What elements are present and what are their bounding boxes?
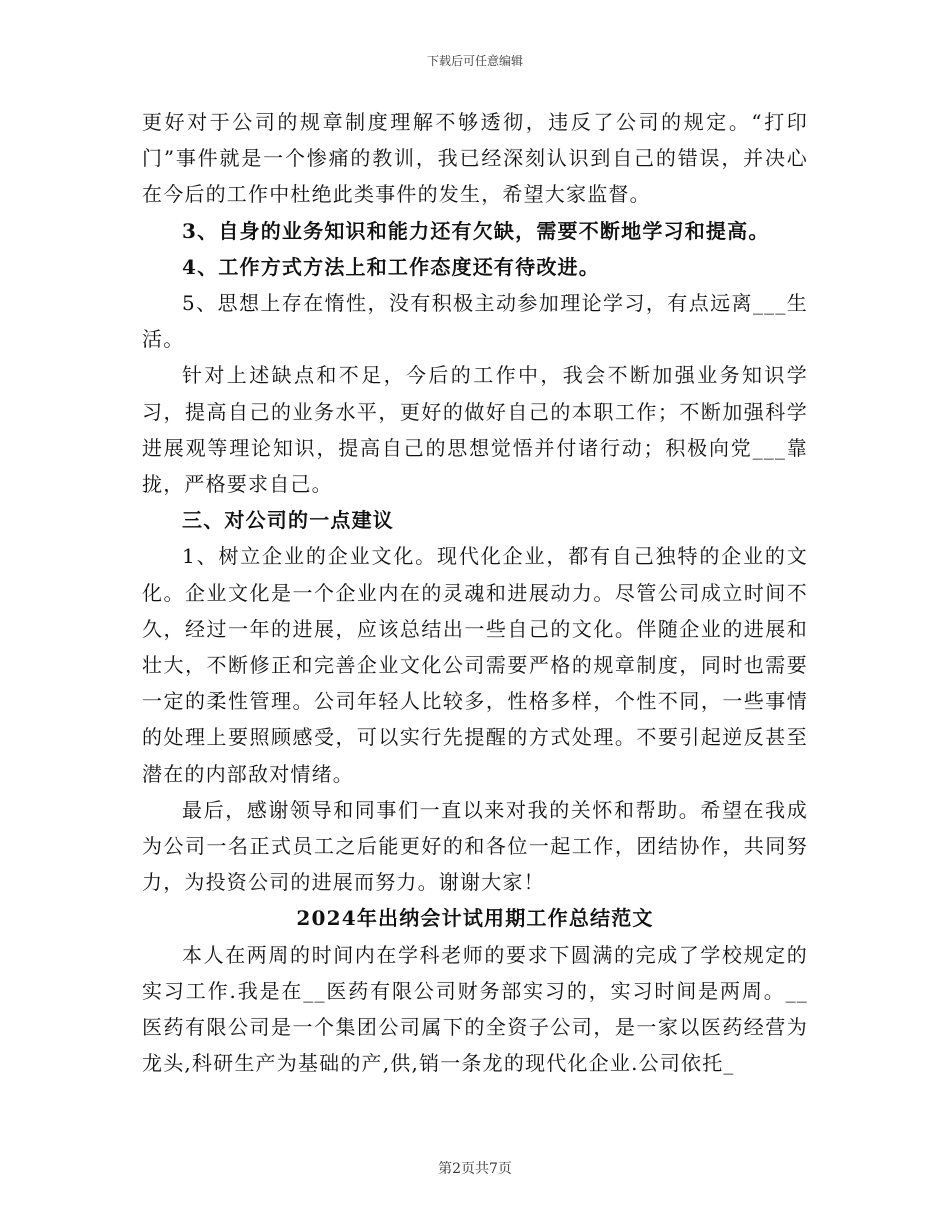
document-title: 2024年出纳会计试用期工作总结范文 <box>296 906 654 931</box>
section-heading-suggestions: 三、对公司的一点建议 <box>182 508 394 533</box>
paragraph-improvement: 针对上述缺点和不足，今后的工作中，我会不断加强业务知识学习，提高自己的业务水平，更好的做好自己的本职工作；不断加强科学进展观等理论知识，提高自己的思想觉悟并付诸行动；积极向党___靠拢，严格要求自己。 <box>142 363 808 497</box>
list-item-4: 4、工作方式方法上和工作态度还有待改进。 <box>182 254 600 279</box>
list-item-5: 5、思想上存在惰性，没有积极主动参加理论学习，有点远离___生活。 <box>142 291 808 352</box>
paragraph-continuation: 更好对于公司的规章制度理解不够透彻，违反了公司的规定。“打印门”事件就是一个惨痛的教训，我已经深刻认识到自己的错误，并决心在今后的工作中杜绝此类事件的发生，希望大家监督。 <box>142 110 808 207</box>
document-body <box>142 104 808 1081</box>
paragraph-thanks: 最后，感谢领导和同事们一直以来对我的关怀和帮助。希望在我成为公司一名正式员工之后能更好的和各位一起工作，团结协作，共同努力，为投资公司的进展而努力。谢谢大家！ <box>142 797 808 895</box>
list-item-3: 3、自身的业务知识和能力还有欠缺，需要不断地学习和提高。 <box>182 218 770 243</box>
paragraph-culture: 1、树立企业的企业文化。现代化企业，都有自己独特的企业的文化。企业文化是一个企业内在的灵魂和进展动力。尽管公司成立时间不久，经过一年的进展，应该总结出一些自己的文化。伴随企业的进展和壮大，不断修正和完善企业文化公司需要严格的规章制度，同时也需要一定的柔性管理。公司年轻人比较多，性格多样，个性不同，一些事情的处理上要照顾感受，可以实行先提醒的方式处理。不要引起逆反甚至潜在的内部敌对情绪。 <box>142 544 808 786</box>
page-header: 下载后可任意编辑 <box>426 54 523 68</box>
paragraph-internship: 本人在两周的时间内在学科老师的要求下圆满的完成了学校规定的实习工作.我是在__医药有限公司财务部实习的，实习时间是两周。__医药有限公司是一个集团公司属下的全资子公司，是一家以医药经营为龙头,科研生产为基础的产,供,销一条龙的现代化企业.公司依托_ <box>142 942 808 1076</box>
page-footer: 第2页共7页 <box>438 1161 512 1177</box>
